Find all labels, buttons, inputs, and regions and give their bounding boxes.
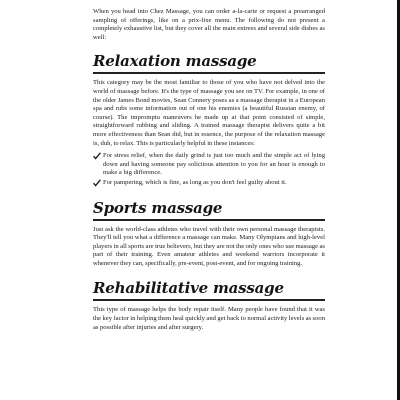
bullet-text: For pampering, which is fine, as long as you don't feel guilty about it. [103, 178, 287, 186]
relaxation-paragraph: This category may be the most familiar to those of you who have not delved into the world of massage before. It's the type of massage you see on TV. For example, in one of the older James Bond movies, Sean Connery poses as a massage therapist in a European spa and rubs some information out of one his enemies (a beautiful Russian enemy, of course). The impromptu maneuvers he made up at that point consisted of simple, straightforward rubbing and sliding. A trained massage therapist delivers quite a bit more effectiveness than Sean did, but in essence, the purpose of the relaxation massage is, duh, to relax. This is particularly helpful in these instances: [93, 79, 325, 147]
section-rule [93, 72, 325, 74]
page-content [93, 8, 325, 332]
list-item [93, 179, 325, 188]
bullet-text: For stress relief, when the daily grind is just too much and the simple act of lying down and having someone pay solicitous attention to you for an hour is enough to make a big difference. [103, 152, 325, 177]
check-mark-icon [93, 152, 101, 160]
check-mark-icon [93, 179, 101, 187]
section-heading-relaxation: Relaxation massage [93, 52, 257, 71]
section-heading-sports: Sports massage [93, 198, 223, 217]
section-rule [93, 219, 325, 221]
relaxation-bullet-list [93, 152, 325, 187]
intro-paragraph: When you head into Chez Massage, you can order a-la-carte or request a prearranged sampling of offerings, like on a prix-fixe menu. The following do not present a completely exhaustive list, but they cover all the main entrees and several side dishes as well: [93, 8, 325, 41]
list-item [93, 152, 325, 178]
sports-paragraph: Just ask the world-class athletes who travel with their own personal massage therapists. They'll tell you what a difference a massage can make. Many Olympians and high-level players in all sports are true believers, but they are not the only ones who use massage as part of their training. Even amateur athletes and weekend warriors incorporate it whenever they can, specifically, pre-event, post-event, and for ongoing training. [93, 225, 325, 267]
rehabilitative-paragraph: This type of massage helps the body repair itself. Many people have found that it was the key factor in helping them heal quickly and get back to normal activity levels as soon as possible after injuries and after surgery. [93, 306, 325, 331]
section-heading-rehabilitative: Rehabilitative massage [93, 279, 284, 298]
section-rule [93, 299, 325, 301]
